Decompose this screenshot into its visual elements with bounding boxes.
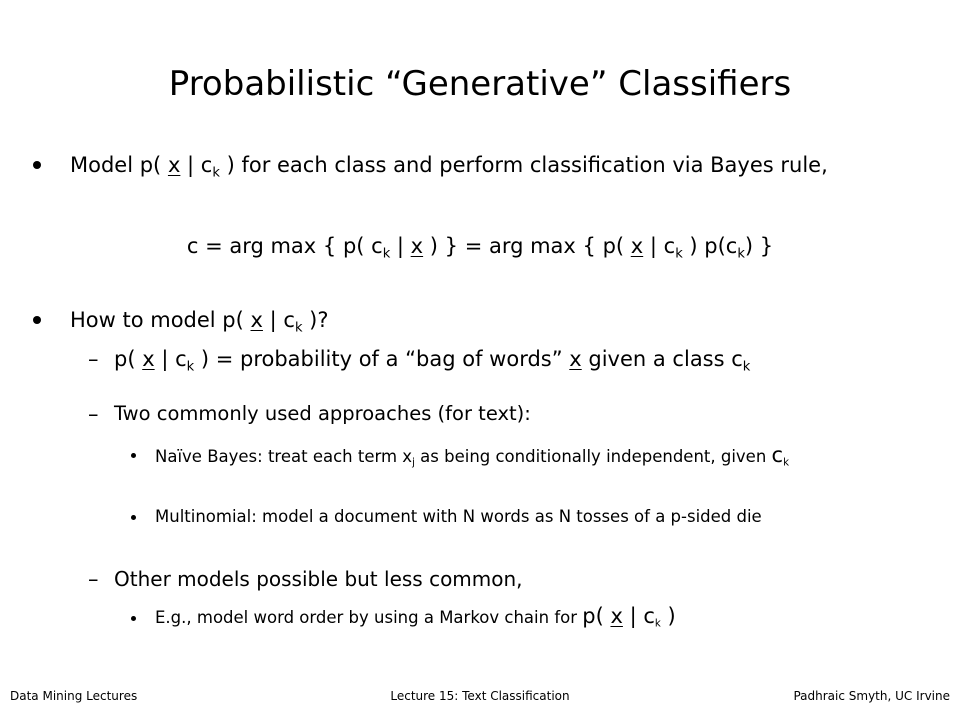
bullet-dot bbox=[33, 161, 41, 169]
slide-title: Probabilistic “Generative” Classifiers bbox=[168, 64, 792, 104]
bullet-dot bbox=[131, 515, 136, 520]
sub-bullet-approaches: Two commonly used approaches (for text): bbox=[114, 402, 531, 425]
bullet-how-to-model: How to model p( x | $c_k$ )? bbox=[70, 308, 329, 336]
dash-marker: – bbox=[88, 402, 99, 426]
multinomial-item: Multinomial: model a document with N words as N tosses of a p-sided die bbox=[155, 507, 762, 526]
markov-chain-item: E.g., model word order by using a Markov chain for p( x | $c_k$ ) bbox=[155, 604, 676, 630]
vector-x: x bbox=[142, 347, 155, 371]
vector-x: x bbox=[250, 308, 263, 332]
vector-x: x bbox=[167, 153, 181, 177]
sub-bullet-other-models: Other models possible but less common, bbox=[114, 567, 523, 591]
dash-marker: – bbox=[88, 567, 99, 591]
vector-x: x bbox=[569, 347, 582, 371]
dash-marker: – bbox=[88, 347, 99, 371]
footer-left: Data Mining Lectures bbox=[10, 689, 138, 703]
vector-x: x bbox=[410, 234, 424, 258]
bullet-dot bbox=[131, 616, 136, 621]
bullet-dot bbox=[131, 453, 136, 458]
bullet-model-bayes: Model p( x | $c_k$ ) for each class and perform classification via Bayes rule, bbox=[70, 153, 828, 181]
sub-bullet-bag-of-words: p( x | $c_k$ ) = probability of a “bag of words” x given a class $c_k$ bbox=[114, 347, 751, 375]
bayes-formula: c = arg max { p( $c_k$ | x ) } = arg max { p( x | $c_k$ ) $p(c_k)$ } bbox=[186, 234, 774, 262]
footer-right: Padhraic Smyth, UC Irvine bbox=[793, 689, 950, 703]
vector-x: x bbox=[630, 234, 644, 258]
bullet-dot bbox=[33, 316, 41, 324]
vector-x: x bbox=[610, 604, 623, 628]
footer-center: Lecture 15: Text Classification bbox=[390, 689, 570, 703]
naive-bayes-item: Naïve Bayes: treat each term $x_j$ as being conditionally independent, given $c_k$ bbox=[155, 443, 790, 469]
